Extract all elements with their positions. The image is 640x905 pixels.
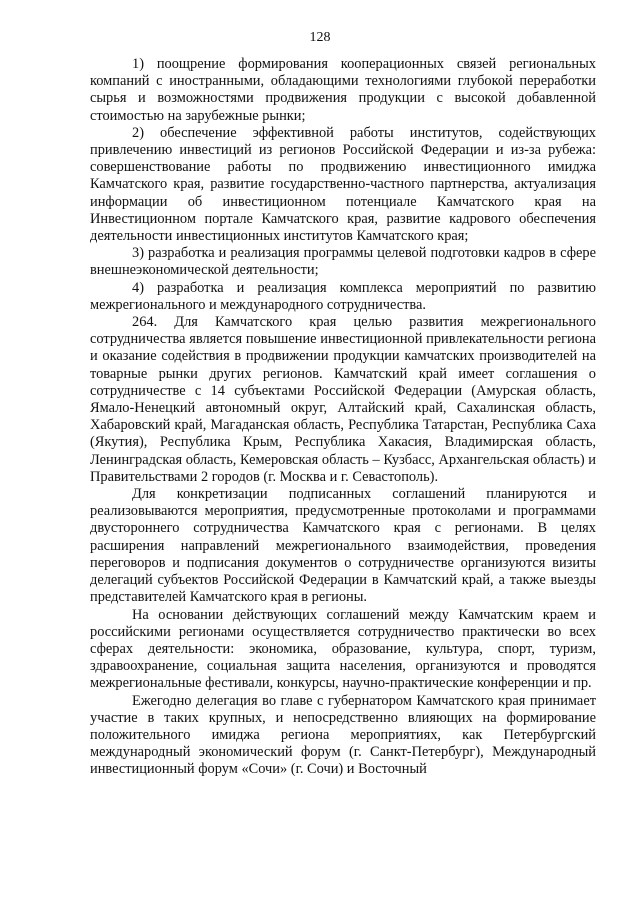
page-number: 128 [309, 30, 331, 45]
paragraph-cooperation-spheres: На основании действующих соглашений между Камчатским краем и российскими регионами осуществляется сотрудничество практически во всех сферах деятельности: экономика, образование, культура, спорт, туризм, здравоохранение, социальная защита населения, организуются и проводятся межрегиональные фестивали, конкурсы, научно-практические конференции и пр. [90, 606, 596, 692]
paragraph-264: 264. Для Камчатского края целью развития межрегионального сотрудничества является повышение инвестиционной привлекательности региона и оказание содействия в продвижении продукции камчатских производителей на товарные рынки других регионов. Камчатский край имеет соглашения о сотрудничестве с 14 субъектами Российской Федерации (Амурская область, Ямало-Ненецкий автономный округ, Алтайский край, Сахалинская область, Хабаровский край, Магаданская область, Республика Татарстан, Республика Саха (Якутия), Республика Крым, Республика Хакасия, Владимирская область, Ленинградская область, Кемеровская область – Кузбасс, Архангельская область) и Правительствами 2 городов (г. Москва и г. Севастополь). [90, 314, 596, 485]
document-body [90, 56, 596, 779]
paragraph-item-3: 3) разработка и реализация программы целевой подготовки кадров в сфере внешнеэкономической деятельности; [90, 245, 596, 279]
paragraph-item-4: 4) разработка и реализация комплекса мероприятий по развитию межрегионального и международного сотрудничества. [90, 279, 596, 313]
paragraph-agreements: Для конкретизации подписанных соглашений планируются и реализовываются мероприятия, предусмотренные протоколами и программами двустороннего сотрудничества Камчатского края с регионами. В целях расширения направлений межрегионального взаимодействия, проведения переговоров и подписания документов о сотрудничестве организуются визиты делегаций субъектов Российской Федерации в Камчатский край, а также выезды представителей Камчатского края в регионы. [90, 486, 596, 606]
paragraph-item-1: 1) поощрение формирования кооперационных связей региональных компаний с иностранными, обладающими технологиями глубокой переработки сырья и возможностями продвижения продукции с высокой добавленной стоимостью на зарубежные рынки; [90, 56, 596, 124]
paragraph-forums: Ежегодно делегация во главе с губернатором Камчатского края принимает участие в таких крупных, и непосредственно влияющих на формирование положительного имиджа региона мероприятиях, как Петербургский международный экономический форум (г. Санкт-Петербург), Международный инвестиционный форум «Сочи» (г. Сочи) и Восточный [90, 692, 596, 778]
paragraph-item-2: 2) обеспечение эффективной работы институтов, содействующих привлечению инвестиций из регионов Российской Федерации и из-за рубежа: совершенствование работы по продвижению инвестиционного имиджа Камчатского края, развитие государственно-частного партнерства, актуализация информации об инвестиционном потенциале Камчатского края на Инвестиционном портале Камчатского края, развитие кадрового обеспечения деятельности инвестиционных институтов Камчатского края; [90, 124, 596, 245]
